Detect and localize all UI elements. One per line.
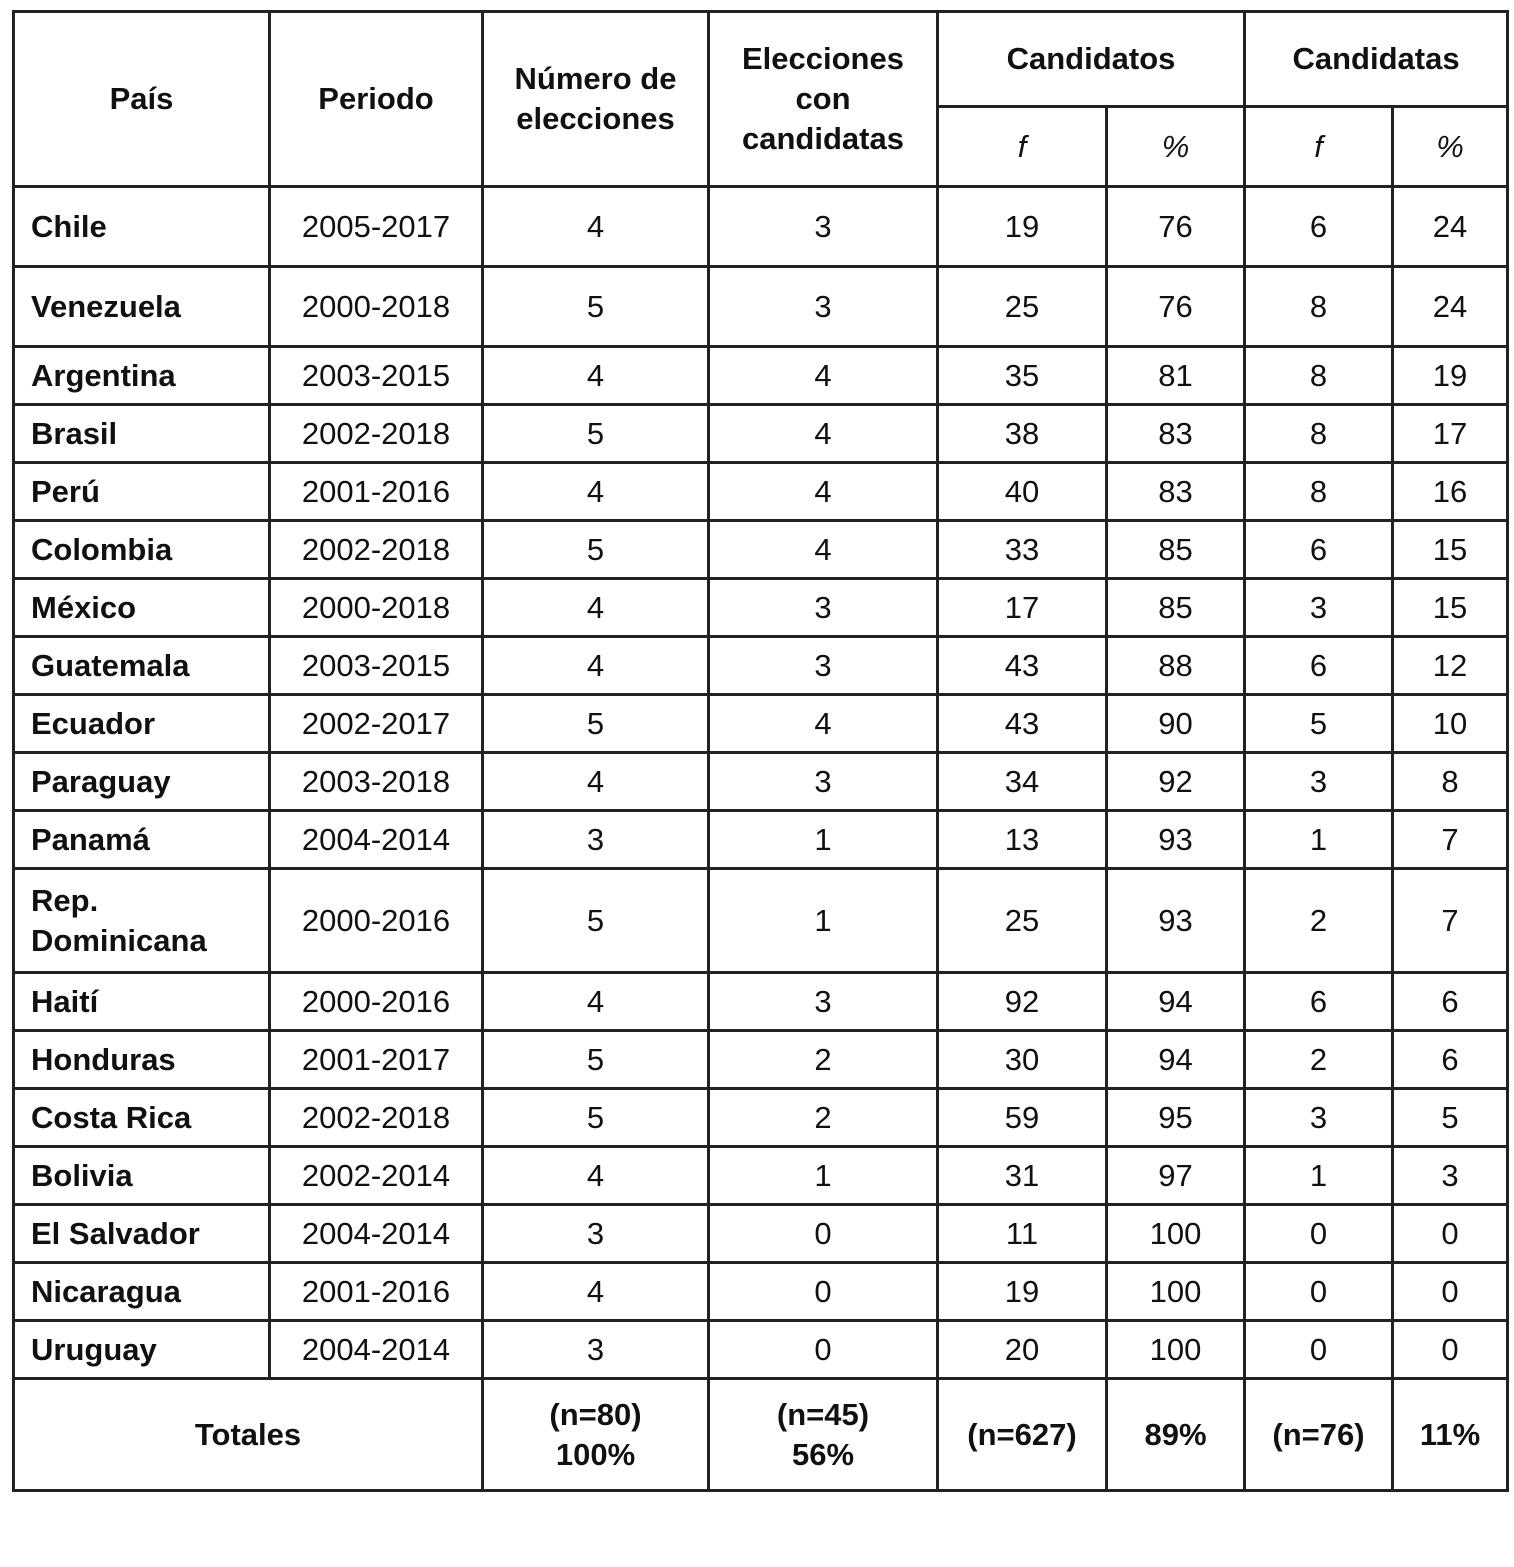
cell-candidatos-pct: 93	[1107, 811, 1245, 869]
cell-periodo: 2002-2018	[270, 521, 483, 579]
cell-candidatas-f: 8	[1245, 347, 1393, 405]
cell-candidatas-f: 6	[1245, 187, 1393, 267]
cell-elec: 0	[709, 1263, 938, 1321]
cell-candidatos-f: 19	[938, 187, 1107, 267]
header-candidatas-pct: %	[1393, 107, 1508, 187]
cell-candidatas-f: 5	[1245, 695, 1393, 753]
cell-candidatas-f: 8	[1245, 267, 1393, 347]
cell-candidatos-pct: 83	[1107, 463, 1245, 521]
cell-pais: México	[14, 579, 270, 637]
cell-candidatas-pct: 6	[1393, 1031, 1508, 1089]
cell-pais: El Salvador	[14, 1205, 270, 1263]
totals-num-pct: 100%	[555, 1436, 636, 1472]
totals-candidatos-f: (n=627)	[938, 1379, 1107, 1491]
cell-num: 5	[483, 695, 709, 753]
table-row	[14, 579, 1508, 637]
cell-elec: 3	[709, 267, 938, 347]
cell-candidatos-f: 17	[938, 579, 1107, 637]
cell-candidatos-f: 43	[938, 695, 1107, 753]
cell-num: 4	[483, 1147, 709, 1205]
cell-periodo: 2005-2017	[270, 187, 483, 267]
cell-periodo: 2001-2016	[270, 463, 483, 521]
cell-elec: 1	[709, 1147, 938, 1205]
cell-elec: 1	[709, 811, 938, 869]
cell-periodo: 2000-2018	[270, 267, 483, 347]
cell-num: 4	[483, 463, 709, 521]
header-candidatas-f: f	[1245, 107, 1393, 187]
cell-periodo: 2003-2015	[270, 637, 483, 695]
cell-candidatos-f: 19	[938, 1263, 1107, 1321]
cell-periodo: 2002-2018	[270, 405, 483, 463]
header-candidatos-f: f	[938, 107, 1107, 187]
cell-candidatas-pct: 24	[1393, 187, 1508, 267]
cell-candidatas-pct: 0	[1393, 1263, 1508, 1321]
table-row	[14, 1321, 1508, 1379]
cell-num: 5	[483, 1031, 709, 1089]
cell-periodo: 2002-2018	[270, 1089, 483, 1147]
totals-numero-elecciones	[483, 1379, 709, 1491]
totals-candidatos-pct: 89%	[1107, 1379, 1245, 1491]
cell-candidatas-pct: 8	[1393, 753, 1508, 811]
cell-candidatos-f: 38	[938, 405, 1107, 463]
cell-elec: 3	[709, 187, 938, 267]
cell-candidatas-pct: 24	[1393, 267, 1508, 347]
cell-candidatas-pct: 15	[1393, 521, 1508, 579]
table-row	[14, 1147, 1508, 1205]
cell-periodo: 2000-2016	[270, 869, 483, 973]
cell-candidatos-pct: 88	[1107, 637, 1245, 695]
cell-pais: Panamá	[14, 811, 270, 869]
cell-elec: 4	[709, 521, 938, 579]
cell-candidatos-f: 33	[938, 521, 1107, 579]
table-row	[14, 869, 1508, 973]
cell-periodo: 2002-2017	[270, 695, 483, 753]
cell-candidatos-pct: 85	[1107, 579, 1245, 637]
cell-pais: Rep. Dominicana	[14, 869, 270, 973]
cell-candidatos-pct: 97	[1107, 1147, 1245, 1205]
cell-candidatas-pct: 19	[1393, 347, 1508, 405]
cell-pais: Uruguay	[14, 1321, 270, 1379]
cell-pais: Brasil	[14, 405, 270, 463]
cell-num: 5	[483, 1089, 709, 1147]
table-row	[14, 695, 1508, 753]
cell-candidatas-f: 3	[1245, 579, 1393, 637]
cell-num: 4	[483, 347, 709, 405]
cell-num: 4	[483, 753, 709, 811]
table-row	[14, 405, 1508, 463]
cell-candidatos-f: 13	[938, 811, 1107, 869]
cell-candidatos-f: 11	[938, 1205, 1107, 1263]
table-row	[14, 1031, 1508, 1089]
cell-periodo: 2001-2017	[270, 1031, 483, 1089]
cell-elec: 0	[709, 1205, 938, 1263]
cell-candidatos-f: 25	[938, 267, 1107, 347]
cell-elec: 3	[709, 973, 938, 1031]
cell-candidatas-pct: 5	[1393, 1089, 1508, 1147]
cell-pais: Guatemala	[14, 637, 270, 695]
cell-candidatas-f: 8	[1245, 463, 1393, 521]
table-row	[14, 463, 1508, 521]
cell-candidatas-f: 0	[1245, 1205, 1393, 1263]
totals-candidatas-pct: 11%	[1393, 1379, 1508, 1491]
cell-candidatos-f: 59	[938, 1089, 1107, 1147]
table-row	[14, 811, 1508, 869]
cell-candidatos-f: 31	[938, 1147, 1107, 1205]
cell-periodo: 2004-2014	[270, 1205, 483, 1263]
cell-candidatos-f: 92	[938, 973, 1107, 1031]
cell-candidatos-pct: 93	[1107, 869, 1245, 973]
cell-num: 5	[483, 267, 709, 347]
table-row	[14, 521, 1508, 579]
cell-periodo: 2004-2014	[270, 811, 483, 869]
cell-candidatas-f: 6	[1245, 637, 1393, 695]
cell-candidatas-f: 6	[1245, 973, 1393, 1031]
cell-candidatos-f: 43	[938, 637, 1107, 695]
cell-pais: Colombia	[14, 521, 270, 579]
cell-elec: 3	[709, 579, 938, 637]
cell-candidatas-f: 6	[1245, 521, 1393, 579]
cell-elec: 1	[709, 869, 938, 973]
cell-pais: Haití	[14, 973, 270, 1031]
cell-candidatas-f: 2	[1245, 869, 1393, 973]
cell-pais: Perú	[14, 463, 270, 521]
cell-candidatas-pct: 0	[1393, 1321, 1508, 1379]
cell-candidatas-f: 0	[1245, 1321, 1393, 1379]
cell-candidatas-pct: 17	[1393, 405, 1508, 463]
cell-candidatas-pct: 7	[1393, 869, 1508, 973]
cell-candidatos-f: 30	[938, 1031, 1107, 1089]
table-row	[14, 347, 1508, 405]
cell-elec: 0	[709, 1321, 938, 1379]
cell-elec: 4	[709, 463, 938, 521]
table-row	[14, 753, 1508, 811]
cell-pais: Argentina	[14, 347, 270, 405]
cell-num: 5	[483, 405, 709, 463]
cell-candidatos-f: 35	[938, 347, 1107, 405]
totals-elec-n: (n=45)	[776, 1396, 870, 1432]
cell-periodo: 2004-2014	[270, 1321, 483, 1379]
cell-elec: 4	[709, 695, 938, 753]
cell-candidatos-pct: 90	[1107, 695, 1245, 753]
cell-candidatas-f: 1	[1245, 1147, 1393, 1205]
cell-candidatos-pct: 83	[1107, 405, 1245, 463]
cell-candidatos-pct: 100	[1107, 1205, 1245, 1263]
cell-candidatas-pct: 16	[1393, 463, 1508, 521]
cell-candidatas-f: 3	[1245, 753, 1393, 811]
cell-candidatas-f: 8	[1245, 405, 1393, 463]
cell-candidatas-f: 0	[1245, 1263, 1393, 1321]
cell-periodo: 2001-2016	[270, 1263, 483, 1321]
cell-pais: Chile	[14, 187, 270, 267]
cell-candidatos-pct: 100	[1107, 1321, 1245, 1379]
cell-num: 4	[483, 579, 709, 637]
header-periodo: Periodo	[270, 12, 483, 187]
cell-periodo: 2003-2015	[270, 347, 483, 405]
cell-candidatos-f: 40	[938, 463, 1107, 521]
cell-num: 3	[483, 1205, 709, 1263]
cell-num: 4	[483, 1263, 709, 1321]
cell-periodo: 2003-2018	[270, 753, 483, 811]
totals-elecciones-candidatas	[709, 1379, 938, 1491]
table-row	[14, 973, 1508, 1031]
cell-periodo: 2000-2018	[270, 579, 483, 637]
header-candidatos: Candidatos	[938, 12, 1245, 107]
table-row	[14, 187, 1508, 267]
cell-candidatas-pct: 0	[1393, 1205, 1508, 1263]
cell-candidatos-f: 25	[938, 869, 1107, 973]
totals-row	[14, 1379, 1508, 1491]
cell-elec: 4	[709, 405, 938, 463]
cell-candidatos-pct: 85	[1107, 521, 1245, 579]
cell-candidatas-pct: 6	[1393, 973, 1508, 1031]
cell-candidatos-f: 20	[938, 1321, 1107, 1379]
cell-pais: Bolivia	[14, 1147, 270, 1205]
header-candidatas: Candidatas	[1245, 12, 1508, 107]
header-numero-elecciones: Número de elecciones	[483, 12, 709, 187]
cell-pais: Nicaragua	[14, 1263, 270, 1321]
header-pais: País	[14, 12, 270, 187]
cell-candidatos-f: 34	[938, 753, 1107, 811]
cell-elec: 2	[709, 1031, 938, 1089]
cell-candidatas-f: 2	[1245, 1031, 1393, 1089]
cell-candidatas-f: 3	[1245, 1089, 1393, 1147]
cell-elec: 3	[709, 753, 938, 811]
cell-num: 5	[483, 521, 709, 579]
cell-candidatos-pct: 95	[1107, 1089, 1245, 1147]
cell-candidatas-pct: 10	[1393, 695, 1508, 753]
table-row	[14, 267, 1508, 347]
cell-pais: Honduras	[14, 1031, 270, 1089]
cell-pais: Venezuela	[14, 267, 270, 347]
cell-pais: Ecuador	[14, 695, 270, 753]
totals-elec-pct: 56%	[791, 1436, 855, 1472]
cell-candidatos-pct: 76	[1107, 267, 1245, 347]
cell-candidatas-pct: 12	[1393, 637, 1508, 695]
cell-pais: Costa Rica	[14, 1089, 270, 1147]
table-row	[14, 1089, 1508, 1147]
cell-candidatos-pct: 100	[1107, 1263, 1245, 1321]
cell-num: 3	[483, 1321, 709, 1379]
cell-num: 4	[483, 187, 709, 267]
cell-pais: Paraguay	[14, 753, 270, 811]
totals-num-n: (n=80)	[549, 1396, 642, 1432]
header-candidatos-pct: %	[1107, 107, 1245, 187]
cell-elec: 4	[709, 347, 938, 405]
cell-candidatos-pct: 81	[1107, 347, 1245, 405]
results-table	[12, 10, 1509, 1492]
cell-num: 5	[483, 869, 709, 973]
cell-candidatas-pct: 7	[1393, 811, 1508, 869]
cell-periodo: 2002-2014	[270, 1147, 483, 1205]
cell-candidatas-pct: 15	[1393, 579, 1508, 637]
cell-num: 4	[483, 973, 709, 1031]
table-row	[14, 1205, 1508, 1263]
cell-elec: 3	[709, 637, 938, 695]
cell-candidatas-f: 1	[1245, 811, 1393, 869]
cell-periodo: 2000-2016	[270, 973, 483, 1031]
cell-elec: 2	[709, 1089, 938, 1147]
cell-candidatos-pct: 94	[1107, 1031, 1245, 1089]
header-elecciones-candidatas: Elecciones con candidatas	[709, 12, 938, 187]
table-row	[14, 1263, 1508, 1321]
cell-num: 3	[483, 811, 709, 869]
totals-candidatas-f: (n=76)	[1245, 1379, 1393, 1491]
cell-candidatos-pct: 92	[1107, 753, 1245, 811]
table-row	[14, 637, 1508, 695]
cell-candidatos-pct: 94	[1107, 973, 1245, 1031]
cell-num: 4	[483, 637, 709, 695]
cell-candidatas-pct: 3	[1393, 1147, 1508, 1205]
cell-candidatos-pct: 76	[1107, 187, 1245, 267]
totals-label: Totales	[14, 1379, 483, 1491]
